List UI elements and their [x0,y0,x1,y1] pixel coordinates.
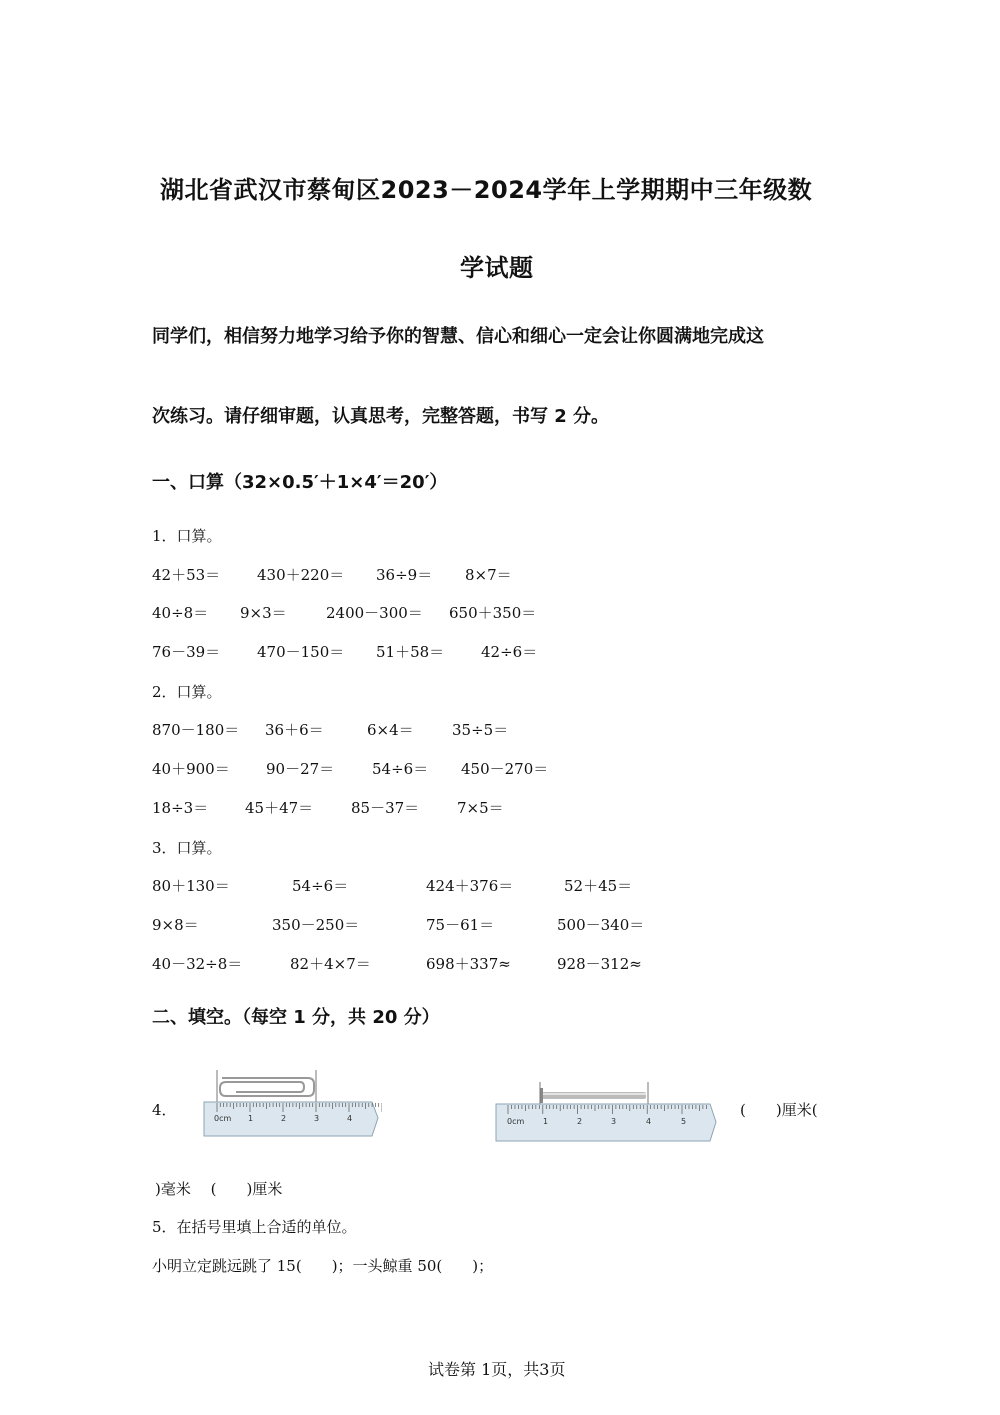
q2-r2-c2: 90－27＝ [266,760,335,778]
intro-line2: 次练习。请仔细审题，认真思考，完整答题，书写 2 分。 [152,406,610,427]
q4-line2: )毫米 ( )厘米 [155,1180,283,1198]
q2-r1-c1: 870－180＝ [152,721,240,739]
q2-r3-c2: 45＋47＝ [245,799,314,817]
page-title-line1: 湖北省武汉市蔡甸区2023－2024学年上学期期中三年级数 [160,176,813,204]
q4-blank1: ( )厘米( [740,1101,818,1119]
q3-r3-c3: 698＋337≈ [426,955,511,973]
q2-label: 2．口算。 [152,683,222,701]
q3-label: 3．口算。 [152,839,222,857]
q2-r3-c4: 7×5＝ [457,799,504,817]
section1-heading: 一、口算（32×0.5′＋1×4′＝20′） [152,472,448,493]
q2-r2-c4: 450－270＝ [461,760,549,778]
ruler-right-label-4: 4 [646,1117,652,1126]
ruler-paperclip-figure [200,1066,382,1142]
q2-r3-c1: 18÷3＝ [152,799,209,817]
ruler-nail-figure [490,1078,720,1146]
ruler-left-label-3: 3 [314,1114,320,1123]
q2-r3-c3: 85－37＝ [351,799,420,817]
q2-r2-c3: 54÷6＝ [372,760,429,778]
q3-r3-c1: 40－32÷8＝ [152,955,243,973]
q3-r1-c4: 52＋45＝ [564,877,633,895]
q1-label: 1．口算。 [152,527,222,545]
q1-r1-c4: 8×7＝ [465,566,512,584]
q4-number: 4． [152,1101,177,1119]
q3-r2-c4: 500－340＝ [557,916,645,934]
q3-r2-c1: 9×8＝ [152,916,199,934]
ruler-right-label-3: 3 [611,1117,617,1126]
q3-r3-c2: 82＋4×7＝ [290,955,371,973]
q1-r2-c3: 2400－300＝ [326,604,423,622]
paperclip-icon [220,1078,314,1096]
ruler-left-label-0: 0cm [214,1114,232,1123]
page-title-line2: 学试题 [460,254,534,282]
q1-r2-c2: 9×3＝ [240,604,287,622]
page-footer: 试卷第 1页，共3页 [428,1360,566,1379]
intro-line1: 同学们，相信努力地学习给予你的智慧、信心和细心一定会让你圆满地完成这 [152,326,764,347]
q1-r3-c3: 51＋58＝ [376,643,445,661]
ruler-left-label-4: 4 [347,1114,353,1123]
q3-r2-c3: 75－61＝ [426,916,495,934]
q3-r1-c2: 54÷6＝ [292,877,349,895]
q3-r3-c4: 928－312≈ [557,955,642,973]
ruler-right-label-2: 2 [577,1117,583,1126]
q2-r1-c3: 6×4＝ [367,721,414,739]
ruler-left-label-2: 2 [281,1114,287,1123]
q1-r1-c2: 430＋220＝ [257,566,345,584]
ruler-right-label-0: 0cm [507,1117,525,1126]
section2-heading: 二、填空。（每空 1 分，共 20 分） [152,1007,440,1028]
q1-r1-c3: 36÷9＝ [376,566,433,584]
ruler-right-label-1: 1 [543,1117,549,1126]
q1-r3-c1: 76－39＝ [152,643,221,661]
q1-r3-c4: 42÷6＝ [481,643,538,661]
q1-r3-c2: 470－150＝ [257,643,345,661]
nail-icon [540,1088,646,1103]
q5-label: 5．在括号里填上合适的单位。 [152,1218,357,1236]
q1-r2-c4: 650＋350＝ [449,604,537,622]
q2-r1-c2: 36＋6＝ [265,721,324,739]
ruler-left-label-1: 1 [248,1114,254,1123]
q1-r2-c1: 40÷8＝ [152,604,209,622]
q1-r1-c1: 42＋53＝ [152,566,221,584]
q2-r2-c1: 40＋900＝ [152,760,230,778]
q2-r1-c4: 35÷5＝ [452,721,509,739]
q5-line: 小明立定跳远跳了 15( )；一头鲸重 50( )； [152,1257,494,1275]
ruler-right-label-5: 5 [681,1117,687,1126]
q3-r1-c1: 80＋130＝ [152,877,230,895]
q3-r2-c2: 350－250＝ [272,916,360,934]
q3-r1-c3: 424＋376＝ [426,877,514,895]
